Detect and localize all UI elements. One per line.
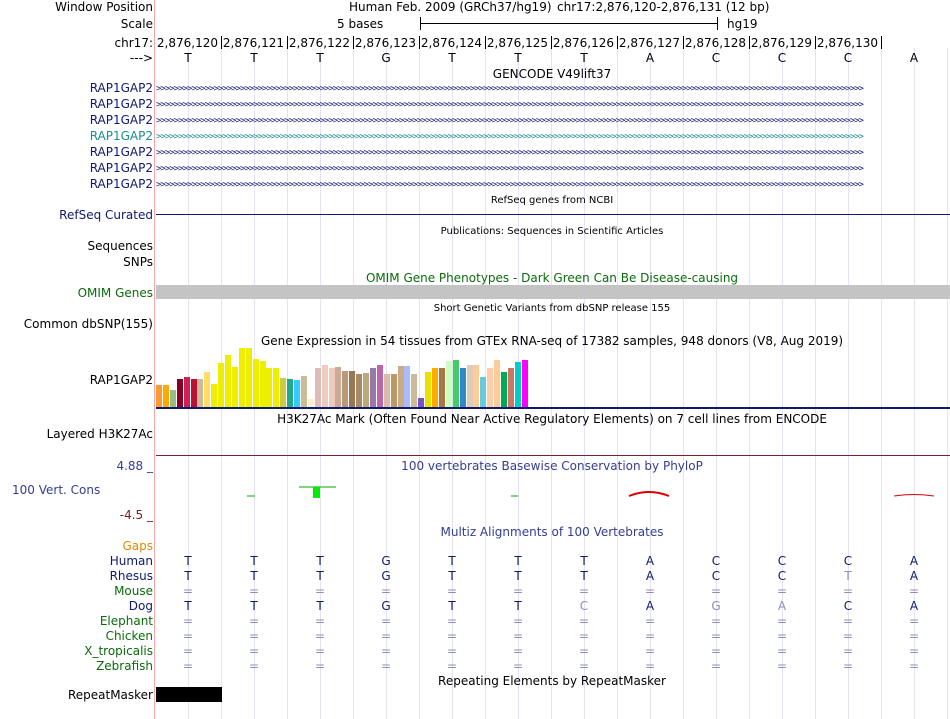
alignment-base: = — [710, 644, 722, 658]
gtex-tissue-bar[interactable] — [439, 368, 445, 408]
species-label[interactable]: Elephant — [99, 614, 153, 628]
alignment-base: = — [842, 644, 854, 658]
multiz-title: Multiz Alignments of 100 Vertebrates — [440, 525, 664, 539]
assembly-title: Human Feb. 2009 (GRCh37/hg19) — [349, 0, 552, 14]
gtex-tissue-bar[interactable] — [239, 348, 245, 408]
coordinate-label: 2,876,122 — [288, 36, 350, 50]
snps-label[interactable]: SNPs — [123, 255, 153, 269]
alignment-base: = — [710, 584, 722, 598]
alignment-base: T — [514, 569, 522, 583]
alignment-base: = — [182, 584, 194, 598]
species-label[interactable]: X_tropicalis — [84, 644, 153, 658]
base-letter: C — [843, 51, 853, 65]
coordinate-label: 2,876,121 — [222, 36, 284, 50]
coordinate-label: 2,876,120 — [156, 36, 218, 50]
gtex-tissue-bar[interactable] — [246, 348, 252, 408]
alignment-base: T — [250, 599, 258, 613]
h3k27-label[interactable]: Layered H3K27Ac — [46, 427, 153, 441]
gencode-transcript[interactable]: >>>>>>>>>>>>>>>>>>>>>>>>>>>>>>>>>>>>>>>>>>>>>>>>>>>>>>>>>>>>>>>>>>>>>>>>>>>>>>>>>>>>>>>>>>>>>>>>>>>>>>>>>>>>>>>>>>>>>>>>>>>>>>>>>>>>>>>>>>>>>>>>>>>>>>>>>>>>>>>> — [156, 180, 863, 190]
gtex-bar-chart[interactable] — [156, 348, 536, 408]
ruler-tick — [815, 36, 816, 49]
alignment-base: = — [182, 629, 194, 643]
species-label[interactable]: Chicken — [105, 629, 153, 643]
gencode-title: GENCODE V49lift37 — [492, 67, 612, 81]
alignment-base: = — [182, 644, 194, 658]
alignment-base: = — [446, 614, 458, 628]
alignment-base: = — [380, 659, 392, 673]
gtex-tissue-bar[interactable] — [177, 379, 183, 408]
alignment-base: = — [578, 584, 590, 598]
gencode-row-label[interactable]: RAP1GAP2 — [89, 145, 153, 159]
alignment-base: G — [381, 599, 391, 613]
ruler-tick — [749, 36, 750, 49]
species-label[interactable]: Zebrafish — [96, 659, 153, 673]
gencode-transcript[interactable]: >>>>>>>>>>>>>>>>>>>>>>>>>>>>>>>>>>>>>>>>>>>>>>>>>>>>>>>>>>>>>>>>>>>>>>>>>>>>>>>>>>>>>>>>>>>>>>>>>>>>>>>>>>>>>>>>>>>>>>>>>>>>>>>>>>>>>>>>>>>>>>>>>>>>>>>>>>>>>>>> — [156, 132, 863, 142]
alignment-base: G — [711, 599, 721, 613]
alignment-base: = — [578, 644, 590, 658]
alignment-base: = — [446, 659, 458, 673]
alignment-base: = — [248, 659, 260, 673]
alignment-base: C — [711, 569, 721, 583]
h3k27-title: H3K27Ac Mark (Often Found Near Active Regulatory Elements) on 7 cell lines from ENCODE — [277, 412, 827, 426]
alignment-base: A — [645, 599, 655, 613]
label-divider — [154, 0, 155, 719]
gencode-row-label[interactable]: RAP1GAP2 — [89, 81, 153, 95]
gtex-tissue-bar[interactable] — [411, 374, 417, 408]
gtex-tissue-bar[interactable] — [370, 368, 376, 408]
alignment-base: = — [578, 614, 590, 628]
gtex-tissue-bar[interactable] — [260, 361, 266, 408]
strand-label: ---> — [129, 51, 153, 65]
alignment-base: T — [316, 554, 324, 568]
species-label[interactable]: Dog — [128, 599, 153, 613]
coordinate-label: 2,876,130 — [816, 36, 878, 50]
base-letter: G — [381, 51, 391, 65]
gtex-tissue-bar[interactable] — [335, 367, 341, 408]
gtex-tissue-bar[interactable] — [170, 390, 176, 408]
dbsnp-label[interactable]: Common dbSNP(155) — [23, 317, 153, 331]
gtex-tissue-bar[interactable] — [473, 365, 479, 408]
repeatmasker-title: Repeating Elements by RepeatMasker — [438, 674, 666, 688]
base-letter: T — [250, 51, 258, 65]
alignment-base: = — [776, 629, 788, 643]
db-label: hg19 — [727, 17, 758, 31]
alignment-base: = — [908, 629, 920, 643]
alignment-base: A — [909, 569, 919, 583]
gtex-tissue-bar[interactable] — [467, 365, 473, 408]
alignment-base: = — [710, 629, 722, 643]
gtex-tissue-bar[interactable] — [349, 371, 355, 408]
gtex-tissue-bar[interactable] — [273, 368, 279, 408]
base-letter: A — [909, 51, 919, 65]
cons-label[interactable]: 100 Vert. Cons — [12, 483, 101, 497]
repeatmasker-label[interactable]: RepeatMasker — [67, 688, 153, 702]
gtex-tissue-bar[interactable] — [480, 377, 486, 408]
alignment-base: = — [644, 584, 656, 598]
ruler-tick — [485, 36, 486, 49]
species-label[interactable]: Rhesus — [109, 569, 153, 583]
alignment-base: = — [314, 629, 326, 643]
alignment-base: = — [644, 614, 656, 628]
alignment-base: C — [777, 569, 787, 583]
alignment-base: C — [579, 599, 589, 613]
alignment-base: = — [380, 614, 392, 628]
coordinate-label: 2,876,124 — [420, 36, 482, 50]
alignment-base: = — [512, 629, 524, 643]
alignment-base: = — [710, 659, 722, 673]
gtex-tissue-bar[interactable] — [266, 368, 272, 408]
ruler-tick — [419, 36, 420, 49]
alignment-base: = — [380, 644, 392, 658]
gtex-tissue-bar[interactable] — [301, 376, 307, 408]
alignment-base: C — [843, 554, 853, 568]
alignment-base: T — [448, 554, 456, 568]
gtex-tissue-bar[interactable] — [156, 385, 162, 408]
cons-peak-2 — [313, 487, 320, 498]
alignment-base: = — [776, 614, 788, 628]
alignment-base: T — [448, 569, 456, 583]
alignment-base: = — [182, 659, 194, 673]
alignment-base: C — [777, 554, 787, 568]
gtex-tissue-bar[interactable] — [363, 373, 369, 408]
cons-dip-1 — [629, 492, 669, 496]
gtex-tissue-bar[interactable] — [232, 367, 238, 408]
alignment-base: = — [842, 629, 854, 643]
gtex-label[interactable]: RAP1GAP2 — [89, 373, 153, 387]
gtex-tissue-bar[interactable] — [315, 368, 321, 408]
alignment-base: A — [909, 554, 919, 568]
gtex-tissue-bar[interactable] — [508, 368, 514, 408]
species-label[interactable]: Human — [109, 554, 153, 568]
chrom-label: chr17: — [114, 36, 153, 50]
omim-title: OMIM Gene Phenotypes - Dark Green Can Be Disease-causing — [365, 271, 739, 285]
alignment-base: = — [314, 584, 326, 598]
alignment-base: = — [908, 644, 920, 658]
gtex-tissue-bar[interactable] — [294, 380, 300, 408]
gencode-transcript[interactable]: >>>>>>>>>>>>>>>>>>>>>>>>>>>>>>>>>>>>>>>>>>>>>>>>>>>>>>>>>>>>>>>>>>>>>>>>>>>>>>>>>>>>>>>>>>>>>>>>>>>>>>>>>>>>>>>>>>>>>>>>>>>>>>>>>>>>>>>>>>>>>>>>>>>>>>>>>>>>>>>> — [156, 100, 863, 110]
h3k27-baseline — [156, 455, 950, 456]
dbsnp-title: Short Genetic Variants from dbSNP release 155 — [433, 303, 671, 314]
gtex-tissue-bar[interactable] — [197, 379, 203, 408]
coordinate-label: 2,876,128 — [684, 36, 746, 50]
gencode-row-label[interactable]: RAP1GAP2 — [89, 97, 153, 111]
alignment-base: = — [248, 629, 260, 643]
cons-dip-2 — [894, 495, 934, 497]
alignment-base: A — [645, 569, 655, 583]
alignment-base: = — [248, 644, 260, 658]
gtex-tissue-bar[interactable] — [446, 361, 452, 408]
alignment-base: = — [578, 659, 590, 673]
refseq-label[interactable]: RefSeq Curated — [59, 208, 153, 222]
gtex-tissue-bar[interactable] — [487, 368, 493, 408]
alignment-base: T — [580, 554, 588, 568]
alignment-base: T — [184, 599, 192, 613]
gtex-tissue-bar[interactable] — [515, 362, 521, 408]
ruler-tick — [353, 36, 354, 49]
base-letter: T — [316, 51, 324, 65]
gtex-tissue-bar[interactable] — [280, 378, 286, 408]
alignment-base: = — [908, 584, 920, 598]
alignment-base: T — [184, 554, 192, 568]
cons-min-label: -4.5 _ — [119, 508, 153, 522]
gaps-label: Gaps — [122, 539, 153, 553]
ruler-tick — [881, 36, 882, 49]
alignment-base: = — [842, 614, 854, 628]
publications-title: Publications: Sequences in Scientific Articles — [440, 226, 664, 237]
alignment-base: = — [380, 629, 392, 643]
sequences-label[interactable]: Sequences — [87, 239, 153, 253]
gencode-row-label[interactable]: RAP1GAP2 — [89, 161, 153, 175]
gencode-transcript[interactable]: >>>>>>>>>>>>>>>>>>>>>>>>>>>>>>>>>>>>>>>>>>>>>>>>>>>>>>>>>>>>>>>>>>>>>>>>>>>>>>>>>>>>>>>>>>>>>>>>>>>>>>>>>>>>>>>>>>>>>>>>>>>>>>>>>>>>>>>>>>>>>>>>>>>>>>>>>>>>>>>> — [156, 116, 863, 126]
alignment-base: = — [446, 629, 458, 643]
alignment-base: = — [380, 584, 392, 598]
alignment-base: = — [512, 614, 524, 628]
coordinate-label: 2,876,126 — [552, 36, 614, 50]
gtex-tissue-bar[interactable] — [494, 360, 500, 408]
gtex-tissue-bar[interactable] — [287, 379, 293, 408]
ruler-tick — [221, 36, 222, 49]
omim-feature-bar[interactable] — [156, 285, 950, 299]
alignment-base: A — [645, 554, 655, 568]
alignment-base: = — [314, 614, 326, 628]
base-letter: T — [448, 51, 456, 65]
base-letter: T — [580, 51, 588, 65]
gtex-title: Gene Expression in 54 tissues from GTEx RNA-seq of 17382 samples, 948 donors (V8, Aug 2019) — [260, 334, 844, 348]
ruler-tick — [617, 36, 618, 49]
scale-text: 5 bases — [337, 17, 384, 31]
gtex-tissue-bar[interactable] — [453, 360, 459, 408]
scale-bar-right — [717, 17, 718, 30]
gencode-transcript[interactable]: >>>>>>>>>>>>>>>>>>>>>>>>>>>>>>>>>>>>>>>>>>>>>>>>>>>>>>>>>>>>>>>>>>>>>>>>>>>>>>>>>>>>>>>>>>>>>>>>>>>>>>>>>>>>>>>>>>>>>>>>>>>>>>>>>>>>>>>>>>>>>>>>>>>>>>>>>>>>>>>> — [156, 148, 863, 158]
alignment-base: T — [448, 599, 456, 613]
gencode-row-label[interactable]: RAP1GAP2 — [89, 177, 153, 191]
alignment-base: = — [644, 659, 656, 673]
base-letter: T — [184, 51, 192, 65]
alignment-base: T — [250, 554, 258, 568]
ruler-tick — [287, 36, 288, 49]
window-position-label: Window Position — [55, 0, 153, 14]
gtex-tissue-bar[interactable] — [184, 377, 190, 408]
refseq-title: RefSeq genes from NCBI — [490, 195, 614, 206]
alignment-base: = — [248, 584, 260, 598]
species-label[interactable]: Mouse — [114, 584, 153, 598]
alignment-base: T — [580, 569, 588, 583]
gtex-tissue-bar[interactable] — [218, 363, 224, 408]
gtex-tissue-bar[interactable] — [377, 365, 383, 408]
repeatmasker-element[interactable] — [156, 687, 222, 702]
alignment-base: T — [250, 569, 258, 583]
gtex-tissue-bar[interactable] — [398, 366, 404, 408]
alignment-base: T — [514, 554, 522, 568]
cons-max-label: 4.88 _ — [116, 459, 153, 473]
gtex-tissue-bar[interactable] — [225, 355, 231, 408]
alignment-base: = — [446, 584, 458, 598]
gtex-tissue-bar[interactable] — [460, 368, 466, 408]
alignment-base: = — [710, 614, 722, 628]
cons-wiggle[interactable] — [0, 480, 950, 510]
alignment-base: = — [182, 614, 194, 628]
alignment-base: = — [512, 644, 524, 658]
coordinate-label: 2,876,129 — [750, 36, 812, 50]
gencode-transcript[interactable]: >>>>>>>>>>>>>>>>>>>>>>>>>>>>>>>>>>>>>>>>>>>>>>>>>>>>>>>>>>>>>>>>>>>>>>>>>>>>>>>>>>>>>>>>>>>>>>>>>>>>>>>>>>>>>>>>>>>>>>>>>>>>>>>>>>>>>>>>>>>>>>>>>>>>>>>>>>>>>>>> — [156, 164, 863, 174]
gencode-transcript[interactable]: >>>>>>>>>>>>>>>>>>>>>>>>>>>>>>>>>>>>>>>>>>>>>>>>>>>>>>>>>>>>>>>>>>>>>>>>>>>>>>>>>>>>>>>>>>>>>>>>>>>>>>>>>>>>>>>>>>>>>>>>>>>>>>>>>>>>>>>>>>>>>>>>>>>>>>>>>>>>>>>> — [156, 84, 863, 94]
alignment-base: = — [776, 659, 788, 673]
alignment-base: A — [777, 599, 787, 613]
scale-label: Scale — [120, 17, 153, 31]
gtex-tissue-bar[interactable] — [384, 374, 390, 408]
alignment-base: G — [381, 569, 391, 583]
gtex-tissue-bar[interactable] — [404, 366, 410, 408]
base-letter: A — [645, 51, 655, 65]
position-range[interactable]: chr17:2,876,120-2,876,131 (12 bp) — [557, 0, 770, 14]
refseq-gene-line[interactable] — [156, 214, 950, 215]
gtex-tissue-bar[interactable] — [425, 372, 431, 408]
alignment-base: C — [711, 554, 721, 568]
alignment-base: = — [446, 644, 458, 658]
ruler-tick — [683, 36, 684, 49]
alignment-base: = — [908, 659, 920, 673]
alignment-base: C — [843, 599, 853, 613]
alignment-base: = — [512, 659, 524, 673]
gtex-tissue-bar[interactable] — [191, 379, 197, 408]
base-letter: T — [514, 51, 522, 65]
alignment-base: T — [316, 599, 324, 613]
alignment-base: T — [514, 599, 522, 613]
gtex-baseline — [156, 407, 950, 409]
alignment-base: = — [314, 644, 326, 658]
gtex-tissue-bar[interactable] — [211, 384, 217, 408]
coordinate-label: 2,876,125 — [486, 36, 548, 50]
base-letter: C — [777, 51, 787, 65]
alignment-base: = — [908, 614, 920, 628]
base-letter: C — [711, 51, 721, 65]
alignment-base: = — [314, 659, 326, 673]
alignment-base: = — [644, 644, 656, 658]
ruler-tick — [551, 36, 552, 49]
gtex-tissue-bar[interactable] — [391, 374, 397, 408]
gencode-row-label[interactable]: RAP1GAP2 — [89, 129, 153, 143]
alignment-base: = — [776, 644, 788, 658]
gtex-tissue-bar[interactable] — [501, 372, 507, 408]
alignment-base: G — [381, 554, 391, 568]
alignment-base: = — [644, 629, 656, 643]
alignment-base: T — [184, 569, 192, 583]
alignment-base: A — [909, 599, 919, 613]
alignment-base: = — [512, 584, 524, 598]
gtex-tissue-bar[interactable] — [522, 360, 528, 408]
alignment-base: = — [842, 584, 854, 598]
gtex-tissue-bar[interactable] — [356, 374, 362, 408]
alignment-base: = — [842, 659, 854, 673]
alignment-base: = — [578, 629, 590, 643]
alignment-base: = — [248, 614, 260, 628]
coordinate-label: 2,876,123 — [354, 36, 416, 50]
gtex-tissue-bar[interactable] — [253, 359, 259, 408]
alignment-base: T — [316, 569, 324, 583]
coordinate-label: 2,876,127 — [618, 36, 680, 50]
alignment-base: = — [776, 584, 788, 598]
gtex-tissue-bar[interactable] — [432, 368, 438, 408]
alignment-base: T — [844, 569, 852, 583]
gtex-tissue-bar[interactable] — [204, 372, 210, 408]
cons-title: 100 vertebrates Basewise Conservation by PhyloP — [401, 459, 703, 473]
scale-bar — [420, 23, 718, 24]
omim-label[interactable]: OMIM Genes — [77, 286, 153, 300]
gencode-row-label[interactable]: RAP1GAP2 — [89, 113, 153, 127]
gtex-tissue-bar[interactable] — [322, 365, 328, 408]
gtex-tissue-bar[interactable] — [329, 368, 335, 408]
gtex-tissue-bar[interactable] — [163, 385, 169, 408]
gtex-tissue-bar[interactable] — [342, 371, 348, 408]
